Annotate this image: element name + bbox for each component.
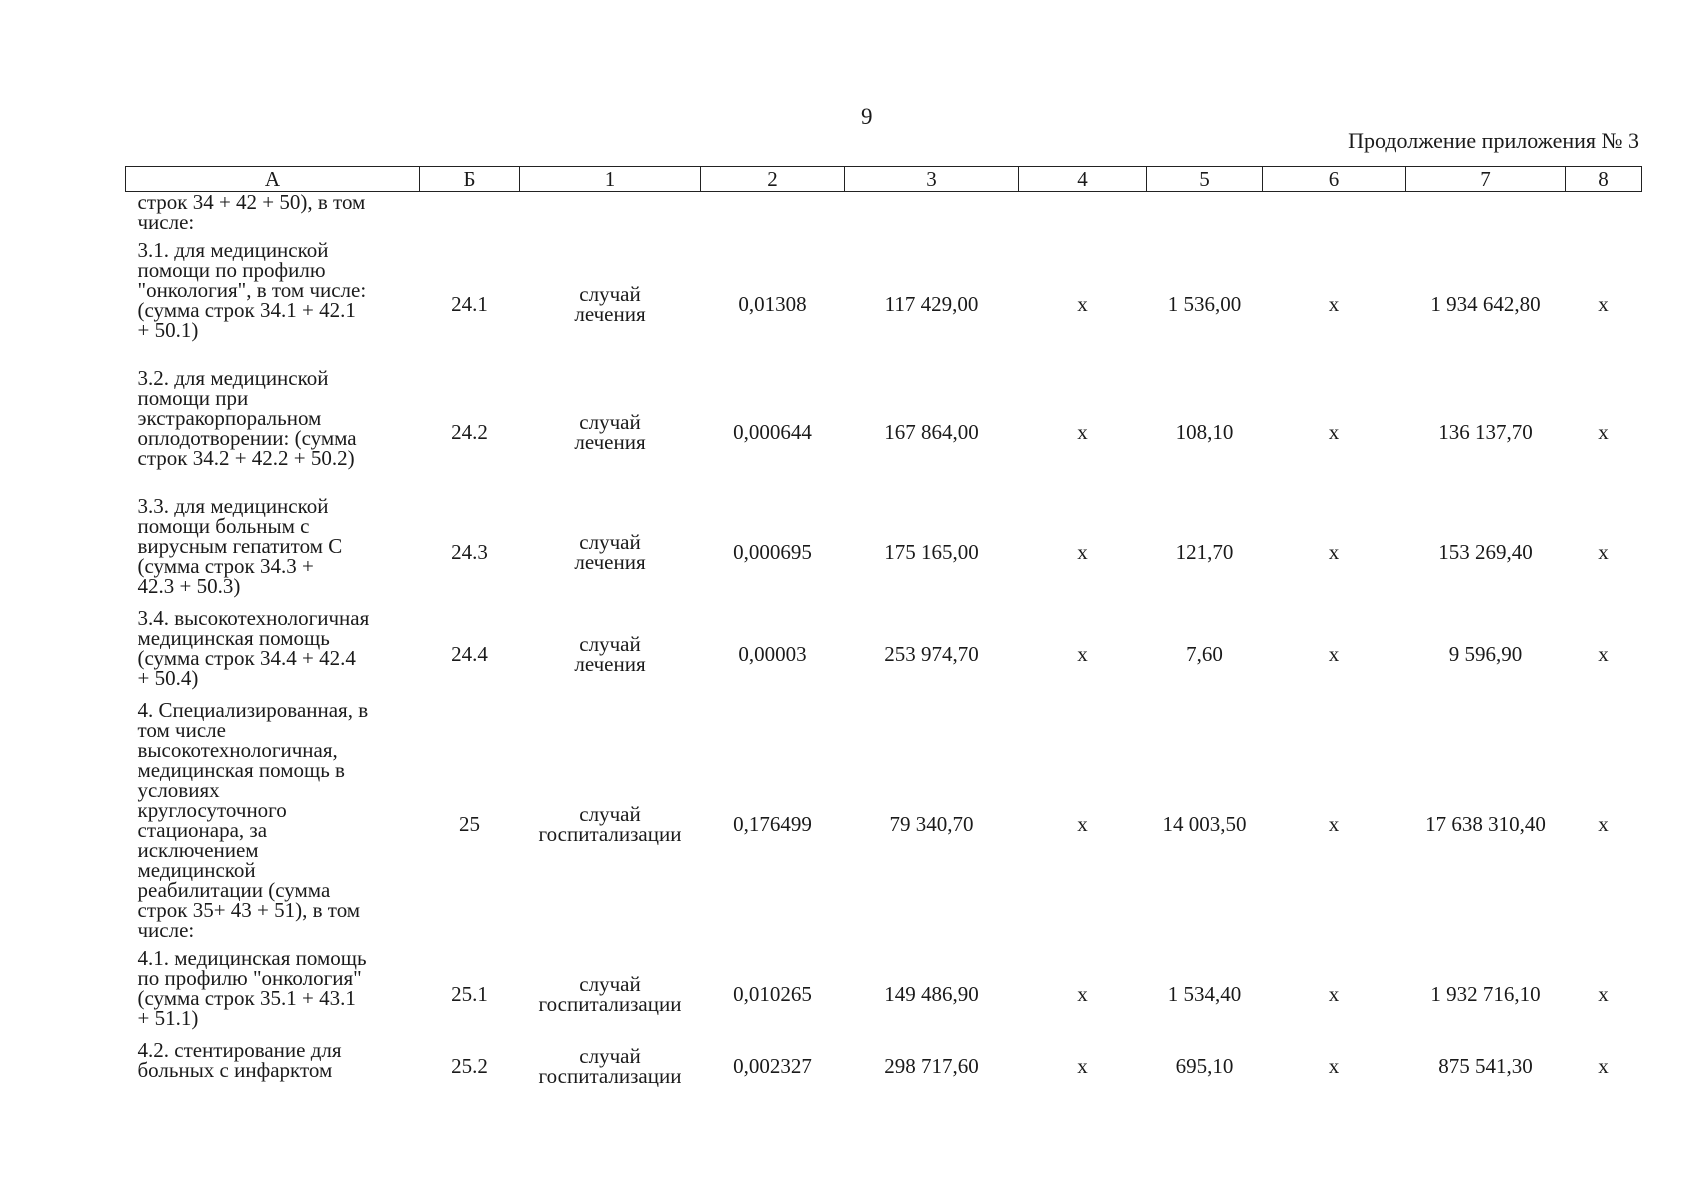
row-col7: 1 932 716,10 xyxy=(1430,981,1541,1006)
row-name: 3.2. для медицинской помощи при экстракорпоральном оплодотворении: (сумма строк 34.2 + 42.2 + 50.2) xyxy=(137,365,357,470)
table-header xyxy=(126,167,1642,192)
row-col4: х xyxy=(1077,641,1088,666)
row-col3: 117 429,00 xyxy=(884,291,979,316)
table-row xyxy=(126,608,1642,700)
row-col2 xyxy=(701,192,845,240)
row-unit: случай госпитализации xyxy=(538,801,682,846)
row-col4 xyxy=(1019,192,1147,240)
row-col6: х xyxy=(1328,1053,1340,1078)
row-col5: 108,10 xyxy=(1175,419,1234,444)
row-unit: случай госпитализации xyxy=(538,1043,682,1088)
row-code xyxy=(420,192,520,240)
row-col7: 153 269,40 xyxy=(1438,539,1533,564)
row-col3 xyxy=(845,192,1019,240)
row-col3: 167 864,00 xyxy=(884,419,979,444)
row-col5: 121,70 xyxy=(1175,539,1234,564)
row-col3: 298 717,60 xyxy=(884,1053,979,1078)
header-cell-4: 4 xyxy=(1019,167,1147,192)
row-name: 3.1. для медицинской помощи по профилю "онкология", в том числе: (сумма строк 34.1 + 42.1 + 50.1) xyxy=(137,237,367,342)
row-unit xyxy=(520,192,701,240)
row-col7: 875 541,30 xyxy=(1438,1053,1533,1078)
row-col7: 1 934 642,80 xyxy=(1430,291,1541,316)
row-col8: х xyxy=(1598,811,1609,836)
row-col2: 0,176499 xyxy=(733,811,812,836)
row-col2: 0,00003 xyxy=(738,641,807,666)
header-cell-5: 5 xyxy=(1147,167,1263,192)
row-name: 3.4. высокотехнологичная медицинская помощь (сумма строк 34.4 + 42.4 + 50.4) xyxy=(137,605,370,690)
row-col8: х xyxy=(1598,981,1609,1006)
row-col3: 175 165,00 xyxy=(884,539,979,564)
header-cell-1: 1 xyxy=(520,167,701,192)
table-row xyxy=(126,240,1642,368)
row-code: 25 xyxy=(459,811,480,836)
row-col7: 136 137,70 xyxy=(1438,419,1533,444)
row-unit: случай лечения xyxy=(574,409,646,454)
row-col2: 0,000644 xyxy=(733,419,812,444)
row-code: 24.4 xyxy=(451,641,488,666)
row-col4: х xyxy=(1077,981,1088,1006)
row-name: строк 34 + 42 + 50), в том числе: xyxy=(137,190,366,234)
row-col5: 1 536,00 xyxy=(1167,291,1242,316)
row-col2: 0,01308 xyxy=(738,291,807,316)
row-col2: 0,000695 xyxy=(733,539,812,564)
row-col2: 0,010265 xyxy=(733,981,812,1006)
row-unit: случай лечения xyxy=(574,529,646,574)
row-col3: 149 486,90 xyxy=(884,981,979,1006)
row-col2: 0,002327 xyxy=(733,1053,812,1078)
row-col7 xyxy=(1406,192,1566,240)
row-col6: х xyxy=(1328,539,1340,564)
table-row xyxy=(126,496,1642,608)
row-unit: случай госпитализации xyxy=(538,971,682,1016)
table-row xyxy=(126,368,1642,496)
data-table xyxy=(125,166,1642,1092)
header-cell-8: 8 xyxy=(1566,167,1642,192)
header-cell-7: 7 xyxy=(1406,167,1566,192)
header-cell-6: 6 xyxy=(1263,167,1406,192)
row-col4: х xyxy=(1077,539,1088,564)
header-cell-b: Б xyxy=(420,167,520,192)
row-unit: случай лечения xyxy=(574,631,646,676)
row-unit: случай лечения xyxy=(574,281,646,326)
row-col4: х xyxy=(1077,291,1088,316)
row-code: 25.1 xyxy=(451,981,488,1006)
row-col6: х xyxy=(1328,419,1340,444)
table-row xyxy=(126,700,1642,948)
row-code: 24.2 xyxy=(451,419,488,444)
header-cell-3: 3 xyxy=(845,167,1019,192)
row-name: 3.3. для медицинской помощи больным с вирусным гепатитом С (сумма строк 34.3 + 42.3 + 50.3) xyxy=(137,493,343,598)
row-col8: х xyxy=(1598,291,1609,316)
row-col5: 7,60 xyxy=(1186,641,1223,666)
row-col8 xyxy=(1566,192,1642,240)
row-col4: х xyxy=(1077,811,1088,836)
row-col7: 9 596,90 xyxy=(1448,641,1523,666)
row-col5 xyxy=(1147,192,1263,240)
row-col6: х xyxy=(1328,641,1340,666)
table-body xyxy=(126,192,1642,1092)
table-row xyxy=(126,948,1642,1040)
table-row xyxy=(126,192,1642,240)
row-col8: х xyxy=(1598,641,1609,666)
page-number: 9 xyxy=(861,104,873,129)
row-col8: х xyxy=(1598,539,1609,564)
row-col6: х xyxy=(1328,291,1340,316)
row-col7: 17 638 310,40 xyxy=(1425,811,1546,836)
row-name: 4. Специализированная, в том числе высокотехнологичная, медицинская помощь в условиях круглосуточного стационара, за исключением медицинской реабилитации (сумма строк 35+ 43 + 51), в том числе: xyxy=(137,697,369,942)
row-col3: 79 340,70 xyxy=(889,811,974,836)
row-name: 4.2. стентирование для больных с инфарктом xyxy=(137,1037,342,1082)
row-col5: 695,10 xyxy=(1175,1053,1234,1078)
header-cell-2: 2 xyxy=(701,167,845,192)
row-col3: 253 974,70 xyxy=(884,641,979,666)
continuation-label: Продолжение приложения № 3 xyxy=(1348,128,1639,153)
row-col6: х xyxy=(1328,981,1340,1006)
header-cell-a: А xyxy=(126,167,420,192)
row-col8: х xyxy=(1598,419,1609,444)
row-code: 24.1 xyxy=(451,291,488,316)
row-col6: х xyxy=(1328,811,1340,836)
row-col4: х xyxy=(1077,1053,1088,1078)
row-code: 24.3 xyxy=(451,539,488,564)
row-name: 4.1. медицинская помощь по профилю "онкология" (сумма строк 35.1 + 43.1 + 51.1) xyxy=(137,945,367,1030)
row-col5: 14 003,50 xyxy=(1162,811,1247,836)
row-col6 xyxy=(1263,192,1406,240)
row-col5: 1 534,40 xyxy=(1167,981,1242,1006)
row-col4: х xyxy=(1077,419,1088,444)
row-col8: х xyxy=(1598,1053,1609,1078)
table-row xyxy=(126,1040,1642,1092)
row-code: 25.2 xyxy=(451,1053,488,1078)
